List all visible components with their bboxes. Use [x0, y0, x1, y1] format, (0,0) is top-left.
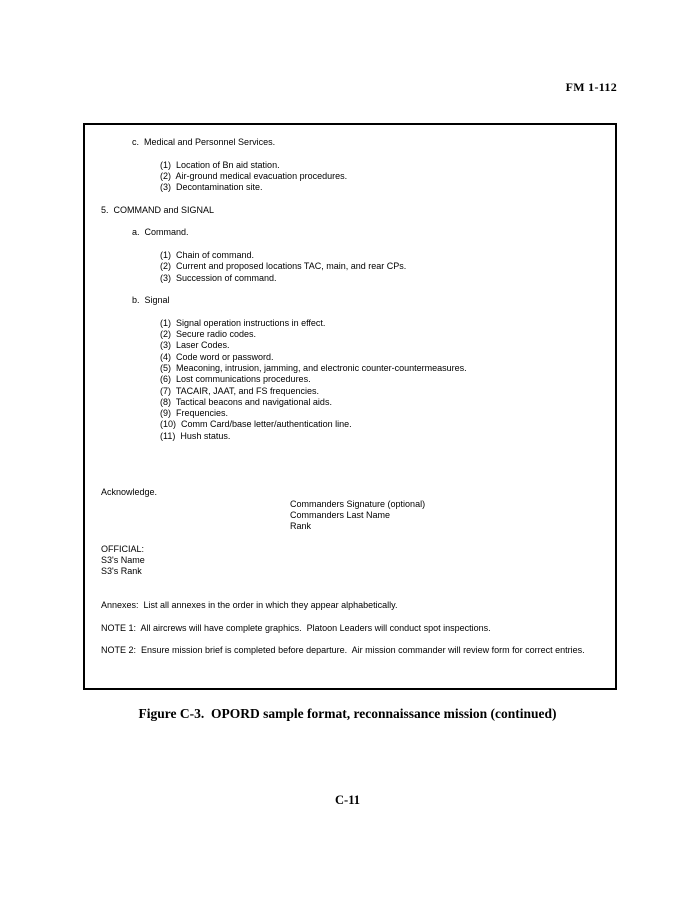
document-line: (8) Tactical beacons and navigational aids. — [160, 396, 332, 407]
document-line: (4) Code word or password. — [160, 351, 274, 362]
document-line: (3) Decontamination site. — [160, 182, 263, 193]
blank-line — [85, 611, 615, 622]
document-line: c. Medical and Personnel Services. — [132, 137, 276, 147]
blank-line — [85, 476, 615, 487]
document-line: (2) Current and proposed locations TAC, main, and rear CPs. — [160, 261, 407, 272]
document-line: b. Signal — [132, 295, 170, 306]
blank-line — [85, 453, 615, 464]
document-line: (7) TACAIR, JAAT, and FS frequencies. — [160, 385, 320, 396]
figure-caption: Figure C-3. OPORD sample format, reconnaissance mission (continued) — [138, 706, 557, 721]
document-body — [85, 137, 615, 657]
blank-line — [85, 442, 615, 453]
blank-line — [85, 465, 615, 476]
document-line: (1) Signal operation instructions in effect. — [160, 317, 326, 328]
document-line: (5) Meaconing, intrusion, jamming, and electronic counter-countermeasures. — [160, 362, 467, 373]
document-line: (9) Frequencies. — [160, 408, 229, 419]
document-line: (10) Comm Card/base letter/authentication line. — [160, 419, 352, 430]
document-line: Acknowledge. — [101, 487, 158, 498]
document-line: Commanders Last Name — [290, 509, 391, 520]
document-line: a. Command. — [132, 227, 189, 238]
document-line: 5. COMMAND and SIGNAL — [101, 204, 215, 215]
document-line: S3's Rank — [101, 566, 142, 577]
opord-format-box — [83, 123, 617, 690]
document-line: (1) Location of Bn aid station. — [160, 159, 280, 170]
blank-line — [85, 193, 615, 204]
document-line: Commanders Signature (optional) — [290, 498, 426, 509]
blank-line — [85, 284, 615, 295]
document-line: OFFICIAL: — [101, 543, 145, 554]
blank-line — [85, 532, 615, 543]
document-line: Annexes: List all annexes in the order in which they appear alphabetically. — [101, 600, 398, 611]
document-line: (2) Air-ground medical evacuation procedures. — [160, 170, 348, 181]
document-line: Rank — [290, 521, 312, 532]
blank-line — [85, 634, 615, 645]
document-line: NOTE 1: All aircrews will have complete graphics. Platoon Leaders will conduct spot inspections. — [101, 622, 491, 633]
document-line: (3) Succession of command. — [160, 272, 277, 283]
blank-line — [85, 216, 615, 227]
document-line: (3) Laser Codes. — [160, 340, 230, 351]
document-line: (2) Secure radio codes. — [160, 329, 257, 340]
page-number: C-11 — [335, 793, 360, 807]
blank-line — [85, 589, 615, 600]
blank-line — [85, 578, 615, 589]
manual-number-header: FM 1-112 — [565, 80, 617, 94]
blank-line — [85, 306, 615, 317]
document-line: S3's Name — [101, 554, 145, 565]
blank-line — [85, 148, 615, 159]
document-line: (1) Chain of command. — [160, 249, 255, 260]
blank-line — [85, 239, 615, 250]
document-line: NOTE 2: Ensure mission brief is completed before departure. Air mission commander will review form for correct entries. — [101, 645, 585, 656]
document-line: (11) Hush status. — [160, 430, 231, 441]
document-line: (6) Lost communications procedures. — [160, 374, 311, 385]
